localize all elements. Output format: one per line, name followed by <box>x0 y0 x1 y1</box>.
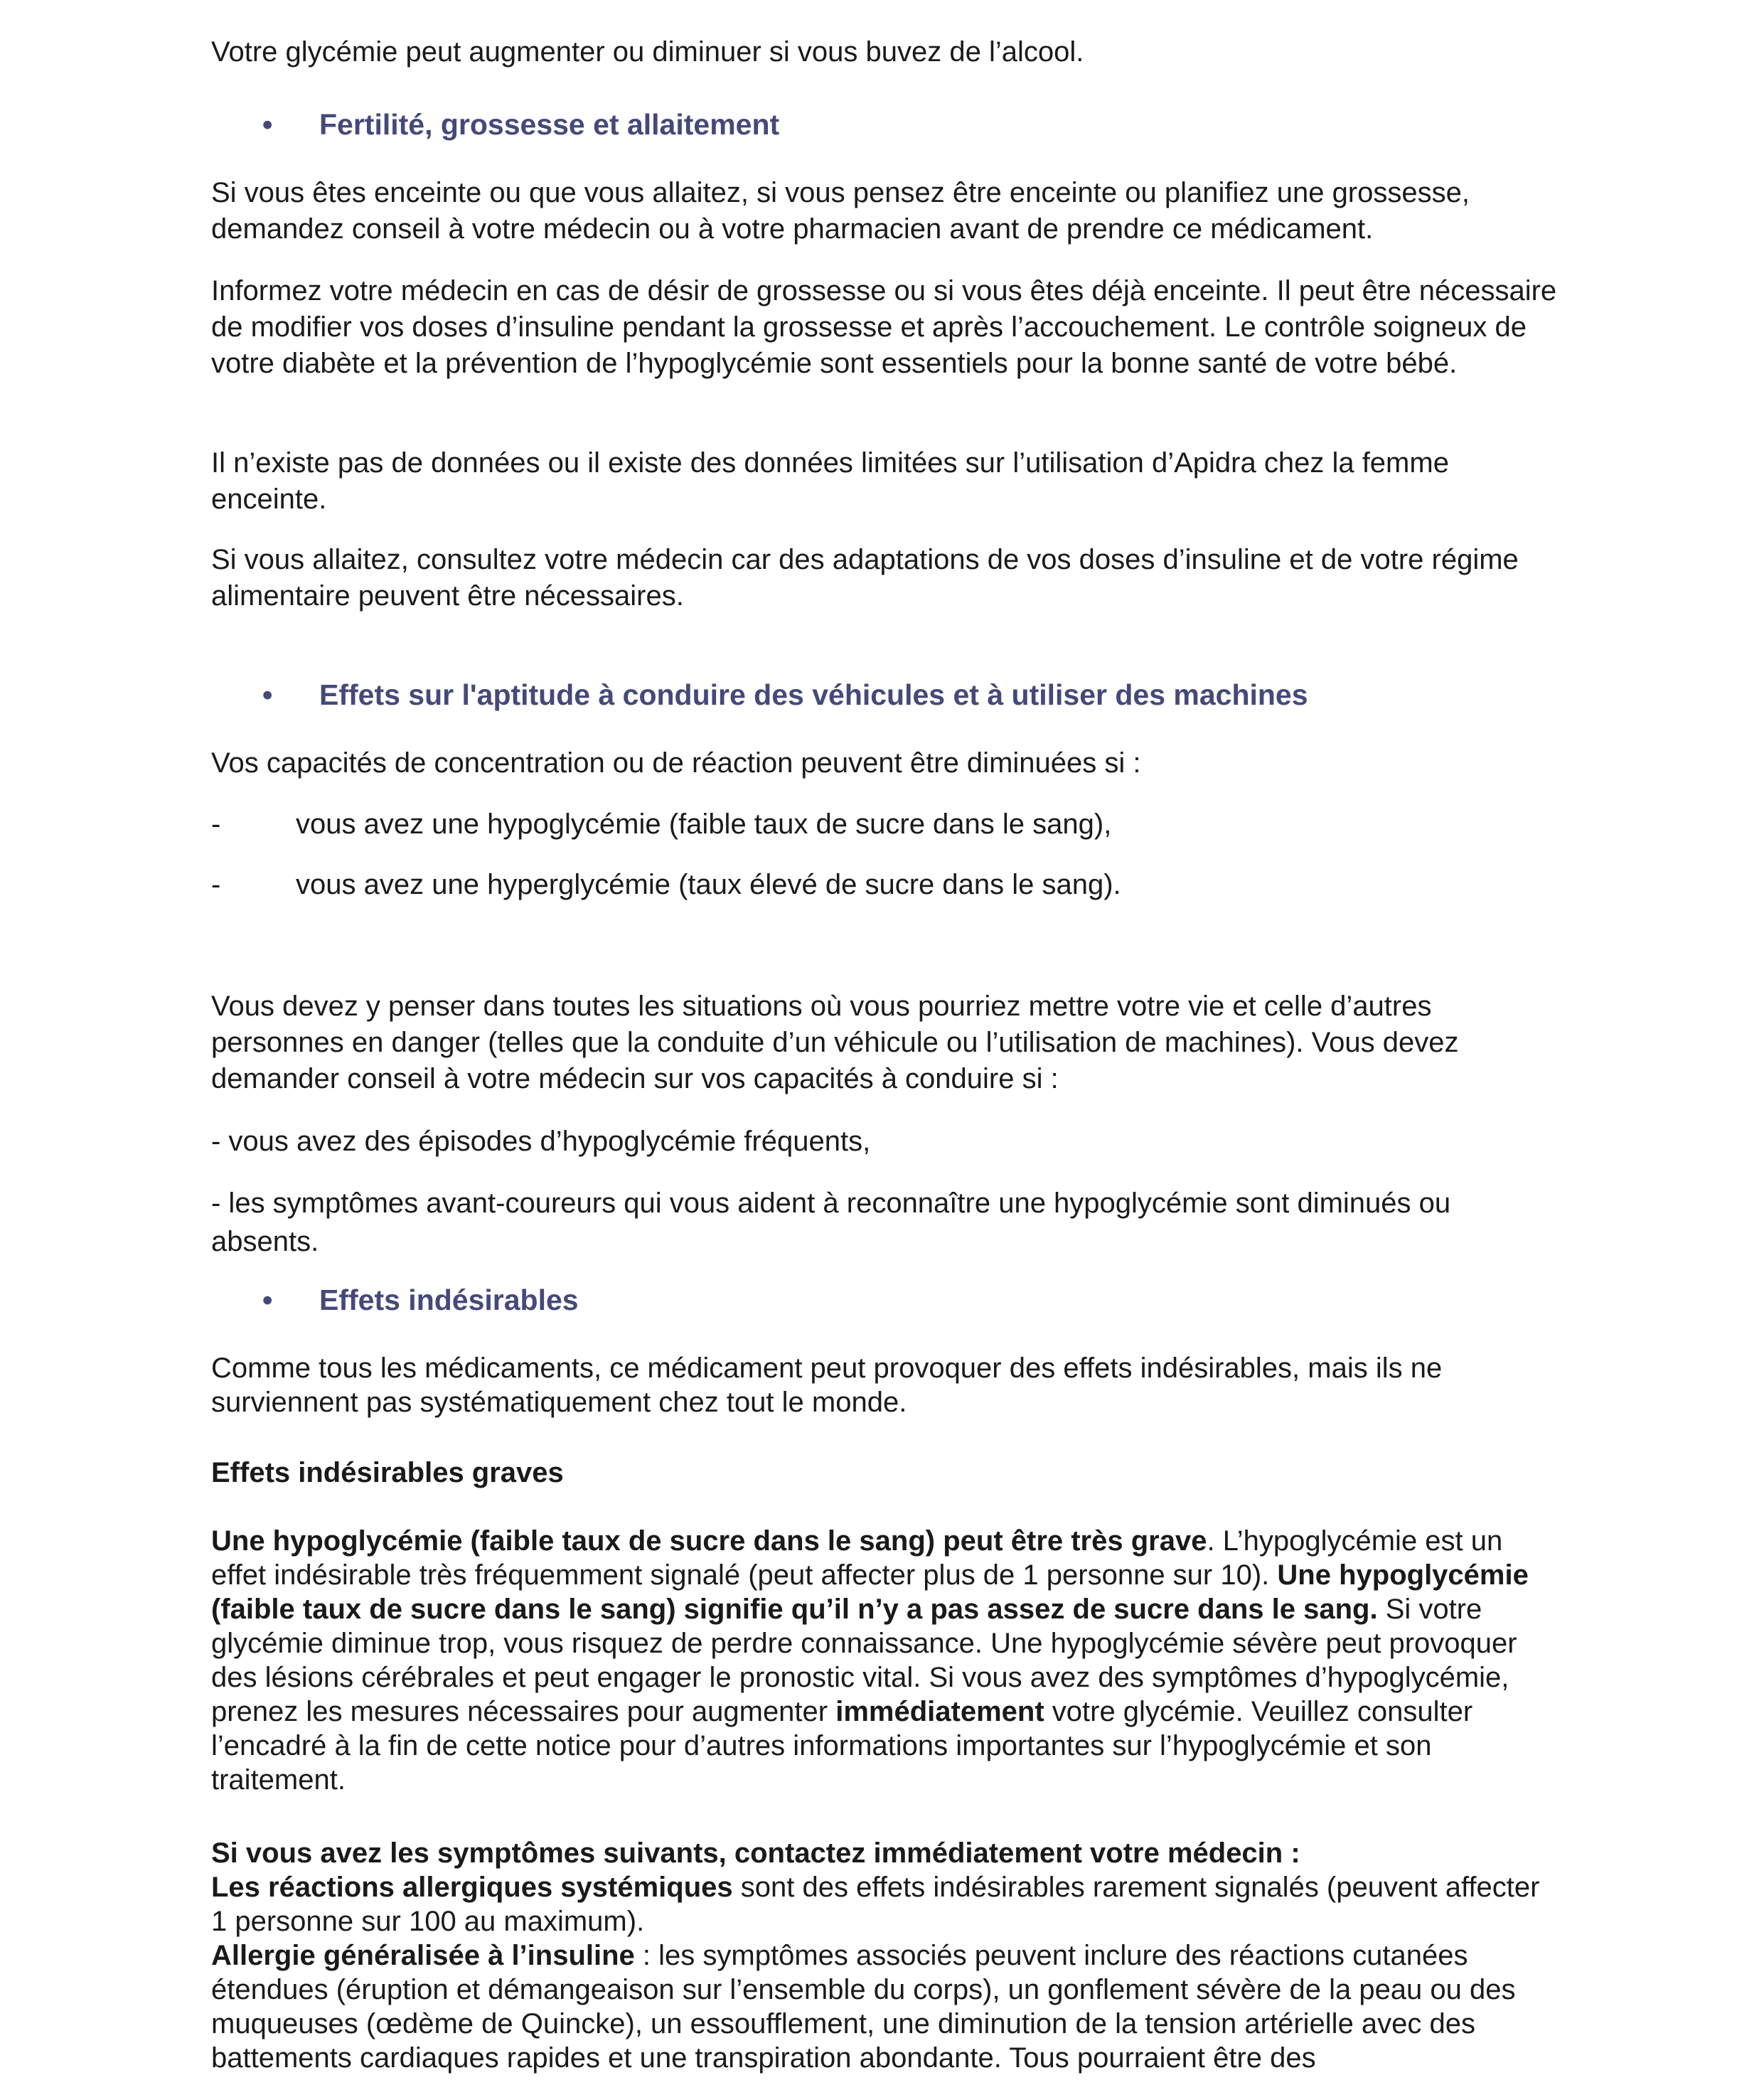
side-effects-paragraph: Comme tous les médicaments, ce médicament peut provoquer des effets indésirables, mais ils ne surviennent pas systématiquement chez tout le monde. <box>211 1353 1443 1418</box>
fertility-paragraph-2: Informez votre médecin en cas de désir de grossesse ou si vous êtes déjà enceinte. Il peut être nécessaire de modifier vos doses d’insuline pendant la grossesse et après l’accouchement. Le contrôle soigneux de votre diabète et la prévention de l’hypoglycémie sont essentiels pour la bonne santé de votre bébé. <box>211 275 1557 379</box>
hypoglycemia-text-2: Si votre glycémie diminue trop, vous risquez de perdre connaissance. Une hypoglycémie sévère peut provoquer des lésions cérébrales et peut engager le pronostic vital. Si vous avez des symptômes d’hypoglycémie, prenez les mesures nécessaires pour augmenter <box>211 1594 1517 1727</box>
hypoglycemia-text-3: votre glycémie. Veuillez consulter l’encadré à la fin de cette notice pour d’autres informations importantes sur l’hypoglycémie et son traitement. <box>211 1696 1473 1796</box>
allergy-bold-2: Allergie généralisée à l’insuline <box>211 1940 635 1971</box>
heading-fertility-text: Fertilité, grossesse et allaitement <box>319 108 780 141</box>
bullet-icon: • <box>262 1284 273 1316</box>
hypoglycemia-bold-1: Une hypoglycémie (faible taux de sucre dans le sang) peut être très grave <box>211 1525 1207 1557</box>
fertility-paragraph-4: Si vous allaitez, consultez votre médecin car des adaptations de vos doses d’insuline et de votre régime alimentaire peuvent être nécessaires. <box>211 544 1519 612</box>
alcohol-paragraph: Votre glycémie peut augmenter ou diminuer si vous buvez de l’alcool. <box>211 36 1084 68</box>
bullet-icon: • <box>262 108 273 141</box>
allergy-text-1: sont des effets indésirables rarement signalés (peuvent affecter 1 personne sur 100 au maximum). <box>211 1872 1540 1937</box>
fertility-paragraph-1: Si vous êtes enceinte ou que vous allaitez, si vous pensez être enceinte ou planifiez une grossesse, demandez conseil à votre médecin ou à votre pharmacien avant de prendre ce médicament. <box>211 177 1470 245</box>
heading-driving <box>211 677 1670 713</box>
driving-list-item <box>211 867 1562 903</box>
driving-list-item <box>211 806 1562 843</box>
allergy-paragraph-2 <box>211 1938 1562 2075</box>
dash-marker: - <box>211 809 221 840</box>
fertility-paragraph-3: Il n’existe pas de données ou il existe des données limitées sur l’utilisation d’Apidra chez la femme enceinte. <box>211 447 1449 515</box>
heading-driving-text: Effets sur l'aptitude à conduire des véhicules et à utiliser des machines <box>319 678 1308 711</box>
heading-serious-effects: Effets indésirables graves <box>211 1457 564 1488</box>
dash-marker: - <box>211 869 221 900</box>
heading-contact-doctor: Si vous avez les symptômes suivants, contactez immédiatement votre médecin : <box>211 1838 1300 1869</box>
allergy-paragraph-1 <box>211 1870 1562 1938</box>
driving-list-item-text: vous avez une hyperglycémie (taux élevé de sucre dans le sang). <box>296 869 1121 900</box>
allergy-bold-1: Les réactions allergiques systémiques <box>211 1872 733 1903</box>
hypoglycemia-paragraph <box>211 1524 1562 1797</box>
driving-paragraph-4: - les symptômes avant-coureurs qui vous aident à reconnaître une hypoglycémie sont diminués ou absents. <box>211 1188 1451 1257</box>
driving-paragraph-2: Vous devez y penser dans toutes les situations où vous pourriez mettre votre vie et celle d’autres personnes en danger (telles que la conduite d’un véhicule ou l’utilisation de machines). Vous devez demander conseil à votre médecin sur vos capacités à conduire si : <box>211 991 1459 1094</box>
heading-side-effects <box>211 1282 1670 1318</box>
hypoglycemia-text-1: . L’hypoglycémie est un effet indésirable très fréquemment signalé (peut affecter plus de 1 personne sur 10). <box>211 1525 1503 1591</box>
driving-paragraph-3: - vous avez des épisodes d’hypoglycémie fréquents, <box>211 1126 871 1157</box>
driving-paragraph-1: Vos capacités de concentration ou de réaction peuvent être diminuées si : <box>211 747 1141 779</box>
bullet-icon: • <box>262 678 273 711</box>
heading-fertility <box>211 107 1670 143</box>
driving-list-item-text: vous avez une hypoglycémie (faible taux de sucre dans le sang), <box>296 809 1112 840</box>
hypoglycemia-bold-2: Une hypoglycémie (faible taux de sucre dans le sang) signifie qu’il n’y a pas assez de sucre dans le sang. <box>211 1559 1529 1625</box>
heading-side-effects-text: Effets indésirables <box>319 1284 579 1316</box>
allergy-text-2: : les symptômes associés peuvent inclure des réactions cutanées étendues (éruption et démangeaison sur l’ensemble du corps), un gonflement sévère de la peau ou des muqueuses (œdème de Quincke), un essoufflement, une diminution de la tension artérielle avec des battements cardiaques rapides et une transpiration abondante. Tous pourraient être des <box>211 1940 1516 2074</box>
hypoglycemia-bold-3: immédiatement <box>835 1696 1044 1727</box>
